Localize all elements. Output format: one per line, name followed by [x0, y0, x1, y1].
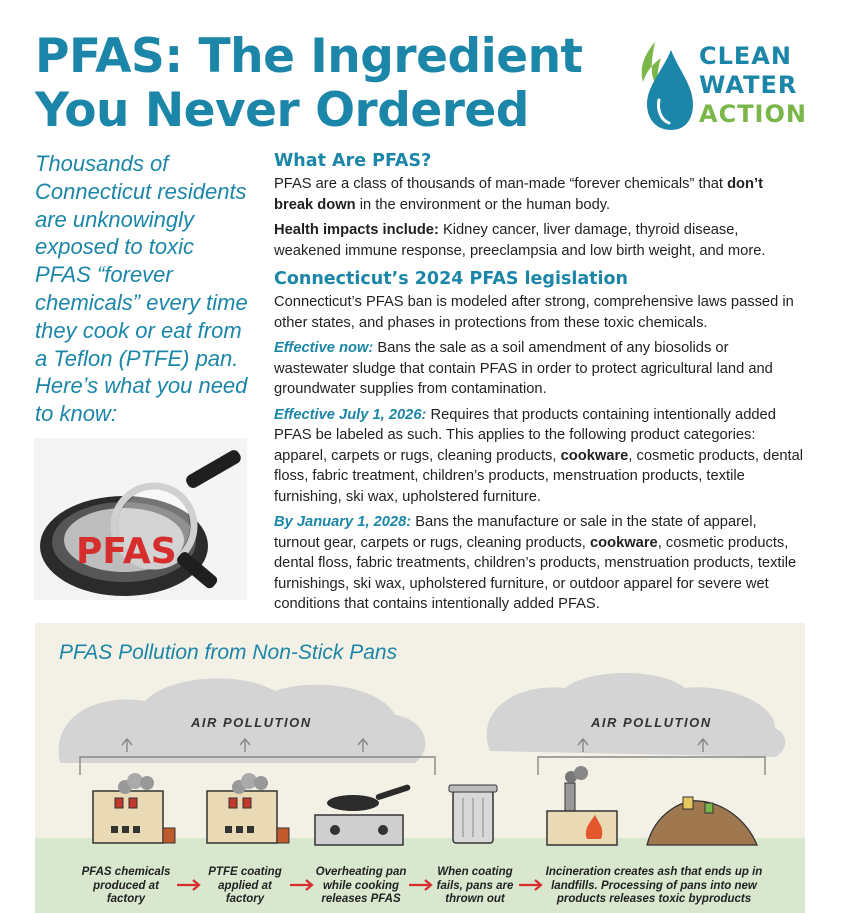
what-text-a: PFAS are a class of thousands of man-made “forever chemicals” that: [274, 176, 728, 192]
effective-now-text: [274, 338, 804, 400]
step-coating-applied: PTFE coating applied at factory: [208, 866, 282, 905]
health-impacts-text: [274, 220, 804, 261]
page-title: [35, 30, 583, 138]
effective-now-body: Bans the sale as a soil amendment of any biosolids or wastewater sludge that contain PFAS in order to protect agricultural land and groundwater supplies from contamination.: [274, 340, 773, 397]
step-chemicals-produced: PFAS chemicals produced at factory: [81, 866, 171, 905]
title-line-2: You Never Ordered: [35, 83, 529, 138]
effective-2028-cookware: cookware: [589, 534, 658, 551]
effective-2028-text: [274, 512, 804, 615]
legislation-heading: Connecticut’s 2024 PFAS legislation: [274, 269, 629, 289]
logo-word-water: WATER: [699, 71, 798, 99]
intro-text: Thousands of Connecticut residents are unknowingly exposed to toxic PFAS “forever chemicals” every time they cook or eat from a Teflon (PTFE) pan. Here’s what you need to know:: [35, 151, 248, 427]
what-text-c: in the environment or the human body.: [355, 196, 611, 213]
what-are-pfas-text: [274, 174, 804, 215]
effective-2028-lead: By January 1, 2028:: [274, 514, 412, 530]
coating-factory-icon: [207, 773, 289, 843]
effective-2028-body-a: Bans the manufacture or sale in the state of apparel, turnout gear, carpets or rugs, cleaning products,: [274, 514, 757, 551]
effective-2026-cookware: cookware: [560, 447, 629, 464]
pfas-pan-photo: [34, 438, 247, 600]
main-content: [274, 148, 804, 620]
pfas-photo-text: PFAS: [76, 531, 177, 572]
air-pollution-label-left: AIR POLLUTION: [191, 715, 312, 730]
factory-icon: [93, 773, 175, 843]
step-pans-thrown-out: When coating fails, pans are thrown out: [436, 866, 514, 905]
health-impacts-lead: Health impacts include:: [274, 222, 439, 238]
logo-word-clean: CLEAN: [699, 42, 792, 70]
step-incineration-landfill: Incineration creates ash that ends up in landfills. Processing of pans into new products releases toxic byproducts: [545, 866, 763, 905]
title-line-1: PFAS: The Ingredient: [35, 29, 583, 84]
effective-2028-body-b: , cosmetic products, dental floss, fabric treatments, children’s products, menstruation products, textile furnishings, ski wax, upholstered furniture, or outdoor apparel for severe wet conditions that contains intentionally added PFAS.: [274, 534, 797, 612]
landfill-icon: [647, 797, 757, 845]
effective-2026-text: [274, 405, 804, 508]
infographic-title: PFAS Pollution from Non-Stick Pans: [59, 641, 398, 664]
what-are-pfas-heading: What Are PFAS?: [274, 151, 432, 171]
effective-2026-body-a: Requires that products containing intentionally added PFAS be labeled as such. This applies to the following product categories: apparel, carpets or rugs, cleaning products,: [274, 406, 776, 464]
frying-pan-magnifier-icon: [34, 438, 247, 600]
water-drop-leaf-icon: [637, 40, 697, 135]
incinerator-icon: [547, 766, 617, 845]
trash-can-icon: [449, 785, 497, 843]
stove-pan-icon: [315, 784, 411, 845]
effective-now-lead: Effective now:: [274, 340, 374, 356]
logo-word-action: ACTION: [699, 100, 807, 128]
pfas-pollution-infographic: [35, 623, 805, 913]
step-overheating-pan: Overheating pan while cooking releases PFAS: [315, 866, 407, 905]
air-pollution-label-right: AIR POLLUTION: [591, 715, 712, 730]
effective-2026-body-b: , cosmetic products, dental floss, fabric treatment, children’s products, menstruation products, textile furnishing, ski wax, upholstered furniture.: [274, 447, 804, 505]
legislation-intro: Connecticut’s PFAS ban is modeled after strong, comprehensive laws passed in other states, and phases in protections from these toxic chemicals.: [274, 294, 794, 331]
clean-water-action-logo: [637, 40, 817, 135]
effective-2026-lead: Effective July 1, 2026:: [274, 406, 427, 423]
what-text-bold: don’t break down: [274, 176, 763, 213]
health-impacts-body: Kidney cancer, liver damage, thyroid disease, weakened immune response, preeclampsia and low birth weight, and more.: [274, 222, 766, 259]
logo-wordmark: [699, 42, 807, 129]
